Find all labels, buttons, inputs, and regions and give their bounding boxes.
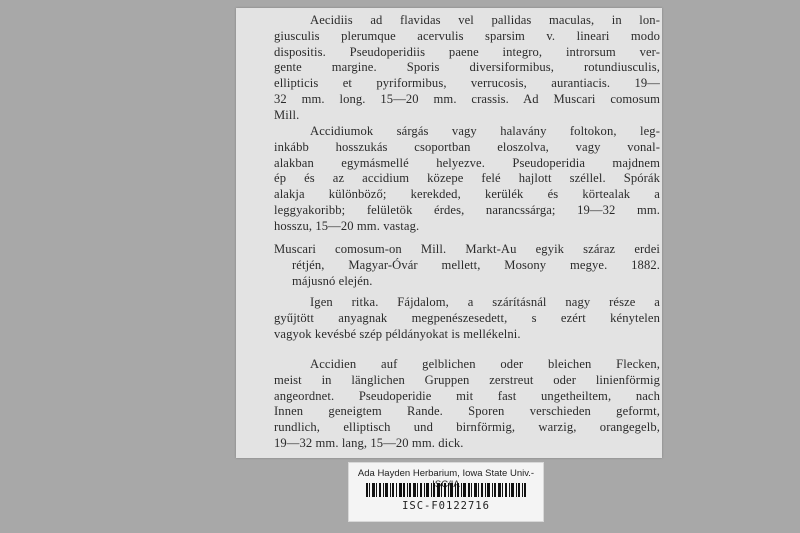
text-line: giusculis plerumque acervulis sparsim v. lineari modo bbox=[274, 28, 660, 43]
german-description bbox=[274, 357, 660, 452]
locality-text bbox=[274, 242, 660, 289]
text-line: meist in länglichen Gruppen zerstreut oder linienförmig bbox=[274, 372, 660, 387]
text-line: 32 mm. long. 15—20 mm. crassis. Ad Muscari comosum bbox=[274, 91, 660, 106]
text-line: leggyakoribb; felületök érdes, narancssárga; 19—32 mm. bbox=[274, 202, 660, 217]
barcode-icon bbox=[366, 483, 526, 497]
text-line: ellipticis et pyriformibus, verrucosis, aurantiacis. 19— bbox=[274, 76, 660, 91]
text-line: inkább hosszukás csoportban eloszolva, vagy vonal- bbox=[274, 139, 660, 154]
herbarium-name: Ada Hayden Herbarium, Iowa State Univ.-ISC/IA bbox=[357, 468, 535, 490]
text-line: alakja különböző; kerekded, kerülék és körtealak a bbox=[274, 187, 660, 202]
text-line: dispositis. Pseudoperidiis paene integro, introrsum ver- bbox=[274, 44, 660, 59]
rarity-note bbox=[274, 295, 660, 342]
text-line: 19—32 mm. lang, 15—20 mm. dick. bbox=[274, 435, 464, 450]
text-line: Muscari comosum-on Mill. Markt-Au egyik száraz erdei bbox=[274, 242, 660, 256]
text-line: rétjén, Magyar-Óvár mellett, Mosony megye. 1882. bbox=[292, 257, 660, 272]
text-line: gyűjtött anyagnak megpenészesedett, s ezért kénytelen bbox=[274, 310, 660, 325]
text-line: angeordnet. Pseudoperidie mit fast ungetheiltem, nach bbox=[274, 388, 660, 403]
text-line: rundlich, elliptisch und birnförmig, warzig, orangegelb, bbox=[274, 420, 660, 435]
text-line: ép és az accidium közepe felé hajlott széllel. Spórák bbox=[274, 171, 660, 186]
text-line: májusnó elején. bbox=[292, 273, 373, 288]
text-line: Accidien auf gelblichen oder bleichen Flecken, bbox=[310, 357, 660, 371]
text-line: Aecidiis ad flavidas vel pallidas maculas, in lon- bbox=[310, 13, 660, 27]
text-line: vagyok kevésbé szép példányokat is mellékelni. bbox=[274, 326, 521, 341]
text-line: Innen geneigtem Rande. Sporen verschieden geformt, bbox=[274, 404, 660, 419]
text-line: gente margine. Sporis diversiformibus, rotundiusculis, bbox=[274, 60, 660, 75]
latin-description bbox=[274, 13, 660, 124]
text-line: Accidiumok sárgás vagy halavány foltokon, leg- bbox=[310, 124, 660, 138]
text-line: hosszu, 15—20 mm. vastag. bbox=[274, 218, 420, 233]
text-line: Mill. bbox=[274, 107, 300, 122]
text-line: alakban egymásmellé helyezve. Pseudoperidia majdnem bbox=[274, 155, 660, 170]
catalog-number: ISC-F0122716 bbox=[402, 500, 490, 512]
herbarium-label bbox=[348, 462, 544, 522]
text-line: Igen ritka. Fájdalom, a szárításnál nagy része a bbox=[310, 295, 660, 309]
hungarian-description bbox=[274, 124, 660, 235]
